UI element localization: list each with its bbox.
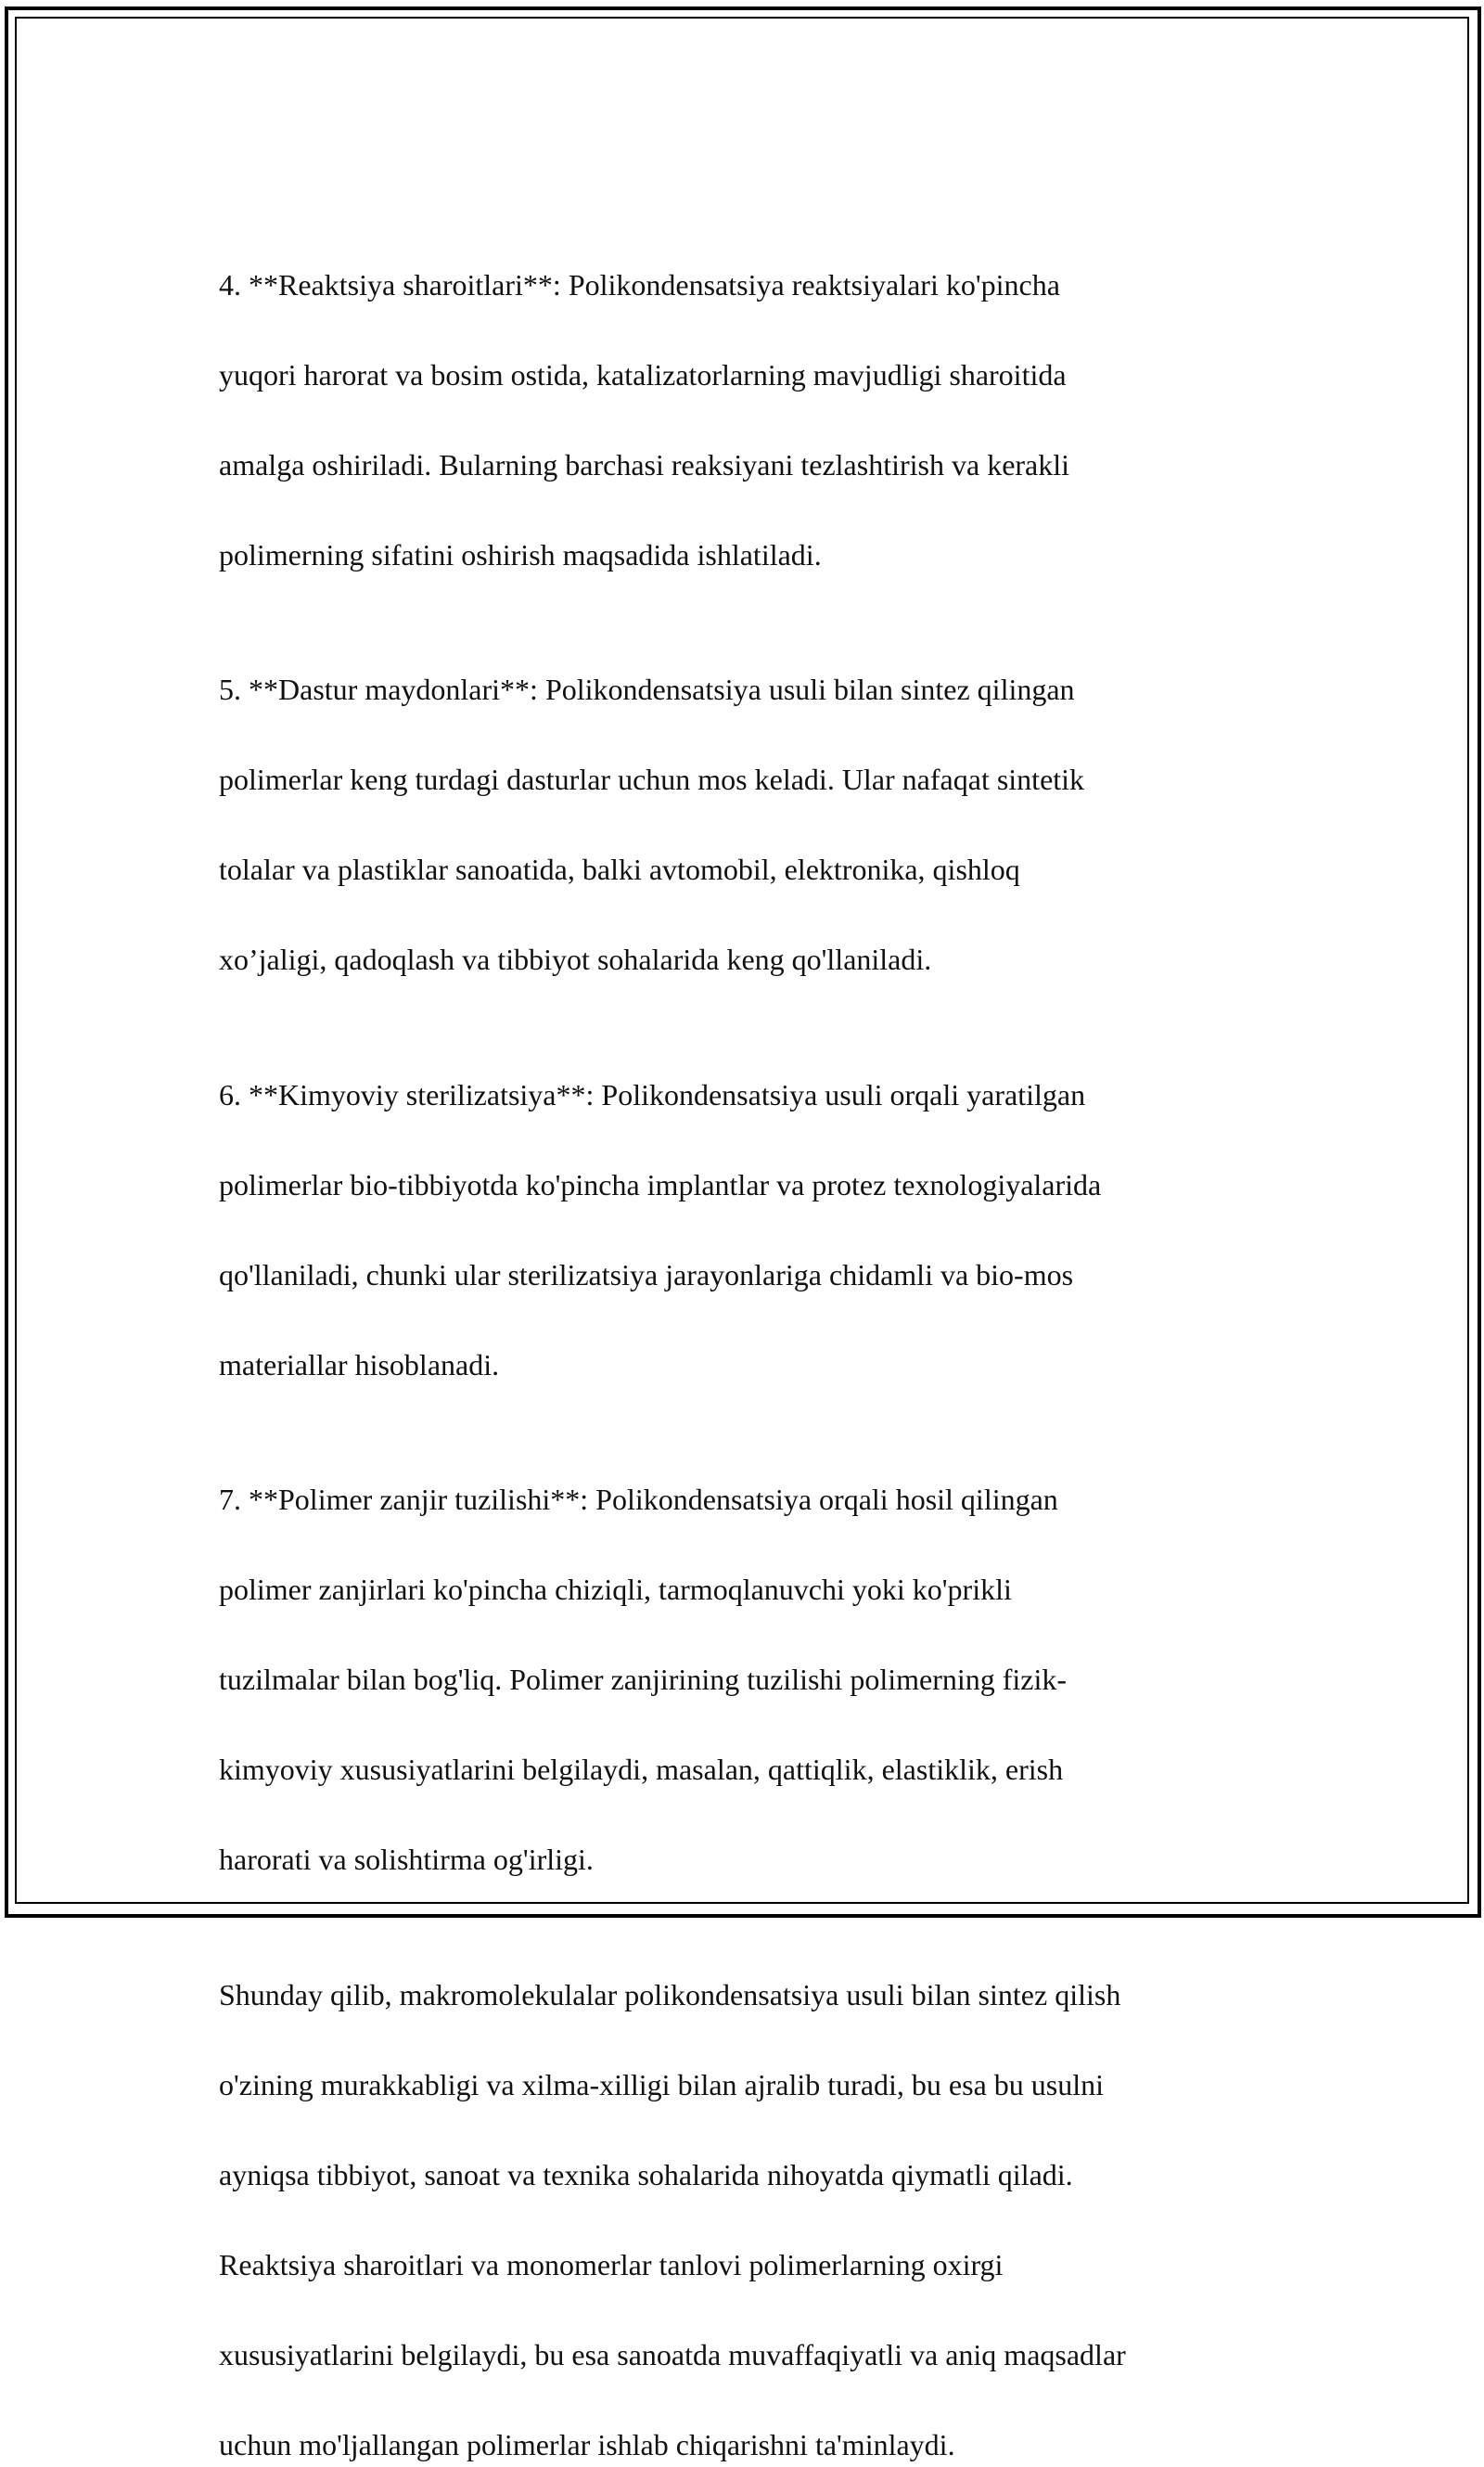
paragraph-reaction-conditions (219, 217, 1276, 577)
paragraph-polymer-chain-structure (219, 1433, 1276, 1882)
text-line: kimyoviy xususiyatlarini belgilaydi, masalan, qattiqlik, elastiklik, erish (219, 1753, 1064, 1786)
text-line: tuzilmalar bilan bog'liq. Polimer zanjirining tuzilishi polimerning fizik- (219, 1663, 1068, 1696)
text-line: polimer zanjirlari ko'pincha chiziqli, tarmoqlanuvchi yoki ko'prikli (219, 1573, 1012, 1606)
text-line: yuqori harorat va bosim ostida, katalizatorlarning mavjudligi sharoitida (219, 357, 1067, 392)
text-line: amalga oshiriladi. Bularning barchasi reaksiyani tezlashtirish va kerakli (219, 447, 1070, 482)
text-line: 6. **Kimyoviy sterilizatsiya**: Polikondensatsiya usuli orqali yaratilgan (219, 1077, 1086, 1111)
text-line: Shunday qilib, makromolekulalar polikondensatsiya usuli bilan sintez qilish (219, 1977, 1121, 2011)
text-line: polimerning sifatini oshirish maqsadida ishlatiladi. (219, 537, 822, 572)
text-line: tolalar va plastiklar sanoatida, balki avtomobil, elektronika, qishloq (219, 853, 1020, 886)
text-line: o'zining murakkabligi va xilma-xilligi bilan ajralib turadi, bu esa bu usulni (219, 2067, 1105, 2101)
paragraph-conclusion (219, 1927, 1276, 2467)
text-line: uchun mo'ljallangan polimerlar ishlab chiqarishni ta'minlaydi. (219, 2427, 955, 2461)
text-line: 7. **Polimer zanjir tuzilishi**: Polikondensatsiya orqali hosil qilingan (219, 1483, 1058, 1516)
text-line: materiallar hisoblanadi. (219, 1347, 500, 1381)
paragraph-chemical-sterilization (219, 1027, 1276, 1387)
text-line: xo’jaligi, qadoqlash va tibbiyot sohalarida keng qo'llaniladi. (219, 943, 932, 976)
text-line: 4. **Reaktsiya sharoitlari**: Polikondensatsiya reaktsiyalari ko'pincha (219, 267, 1060, 302)
text-line: polimerlar keng turdagi dasturlar uchun mos keladi. Ular nafaqat sintetik (219, 763, 1085, 796)
document-body (219, 217, 1276, 2467)
paragraph-application-fields (219, 623, 1276, 983)
text-line: polimerlar bio-tibbiyotda ko'pincha implantlar va protez texnologiyalarida (219, 1167, 1102, 1201)
text-line: ayniqsa tibbiyot, sanoat va texnika sohalarida nihoyatda qiymatli qiladi. (219, 2157, 1073, 2191)
text-line: harorati va solishtirma og'irligi. (219, 1843, 594, 1876)
text-line: 5. **Dastur maydonlari**: Polikondensatsiya usuli bilan sintez qilingan (219, 673, 1075, 706)
text-line: qo'llaniladi, chunki ular sterilizatsiya jarayonlariga chidamli va bio-mos (219, 1257, 1074, 1291)
text-line: xususiyatlarini belgilaydi, bu esa sanoatda muvaffaqiyatli va aniq maqsadlar (219, 2337, 1126, 2371)
text-line: Reaktsiya sharoitlari va monomerlar tanlovi polimerlarning oxirgi (219, 2247, 1004, 2281)
